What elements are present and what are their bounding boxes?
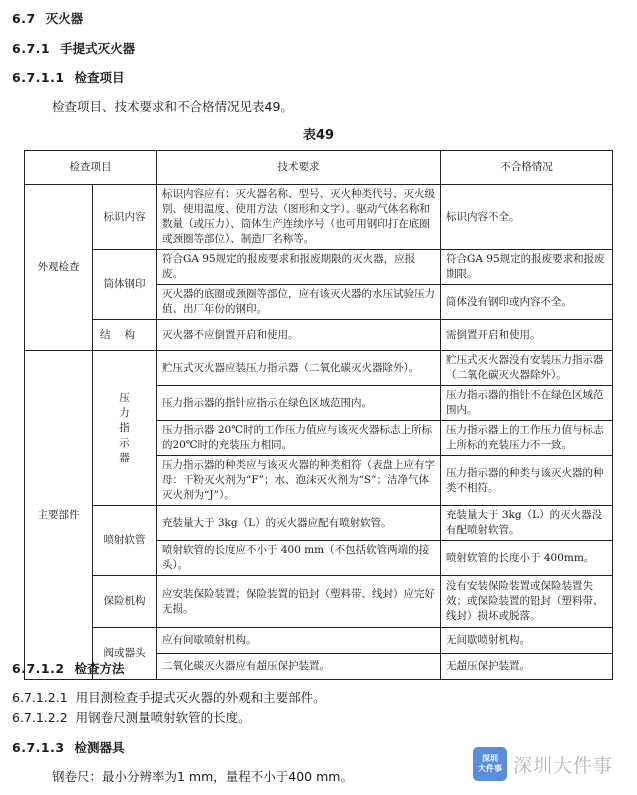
group-appearance-check: 外观检查 [25,185,93,351]
sub-safety-mechanism: 保险机构 [93,576,157,628]
section-title: 检测器具 [74,740,125,755]
table-row [25,628,613,654]
table-header-row [25,151,613,185]
sub-pressure-indicator: 压力指示器 [93,351,157,506]
fail-cell: 需倒置开启和使用。 [441,320,613,351]
intro-paragraph: 检查项目、技术要求和不合格情况见表49。 [52,99,293,114]
clause-text: 用钢卷尺测量喷射软管的长度。 [75,710,251,725]
watermark [473,747,613,781]
sub-cylinder-stamp: 筒体钢印 [93,250,157,320]
fail-cell: 筒体没有钢印或内容不全。 [441,285,613,320]
section-number: 6.7.1 [12,41,51,56]
table-row [25,250,613,285]
news-logo-icon: 深圳 大件事 [473,747,507,781]
section-title: 检查项目 [74,70,125,85]
fail-cell: 压力指示器的种类与该灭火器的种类不相符。 [441,456,613,506]
method-paragraph-2 [12,708,251,726]
fail-cell: 喷射软管的长度小于 400mm。 [441,541,613,576]
section-title: 检查方法 [74,661,125,676]
section-number: 6.7.1.2 [12,661,65,676]
header-inspection-item: 检查项目 [25,151,157,185]
fail-cell: 无超压保护装置。 [441,654,613,680]
fail-cell: 符合GA 95规定的报废要求和报废期限。 [441,250,613,285]
tool-paragraph: 钢卷尺：最小分辨率为1 mm，量程不小于400 mm。 [52,769,353,784]
requirement-cell: 灭火器不应倒置开启和使用。 [157,320,441,351]
section-number: 6.7.1.1 [12,70,65,85]
section-6-7-1-1-heading [12,68,125,86]
watermark-text: 深圳大件事 [513,754,614,777]
requirement-cell: 压力指示器 20℃时的工作压力值应与该灭火器标志上所标的20℃时的充装压力相同。 [157,421,441,456]
inspection-table [24,150,613,680]
header-technical-requirement: 技术要求 [157,151,441,185]
fail-cell: 贮压式灭火器没有安装压力指示器（二氧化碳灭火器除外）。 [441,351,613,386]
fail-cell: 无间歇喷射机构。 [441,628,613,654]
requirement-cell: 应安装保险装置；保险装置的铅封（塑料带、线封）应完好无损。 [157,576,441,628]
table-caption: 表49 [302,128,335,143]
method-paragraph-1 [12,688,326,706]
clause-number: 6.7.1.2.1 [12,690,68,705]
table-row [25,506,613,541]
header-nonconformity: 不合格情况 [441,151,613,185]
requirement-cell: 贮压式灭火器应装压力指示器（二氧化碳灭火器除外）。 [157,351,441,386]
section-number: 6.7 [12,11,36,26]
requirement-cell: 灭火器的底圈或颈圈等部位，应有该灭火器的水压试验压力值、出厂年份的钢印。 [157,285,441,320]
section-title: 灭火器 [45,11,84,26]
requirement-cell: 标识内容应有：灭火器名称、型号、灭火种类代号、灭火级别、使用温度、使用方法（图形和文字）、驱动气体名称和数量（或压力）、筒体生产连续序号（也可用钢印打在底圈或颈圈等部位）、制造厂名称等。 [157,185,441,250]
section-6-7-1-2-heading [12,659,125,677]
sub-label-content: 标识内容 [93,185,157,250]
requirement-cell: 二氧化碳灭火器应有超压保护装置。 [157,654,441,680]
section-6-7-heading [12,9,83,27]
table-row [25,320,613,351]
fail-cell: 没有安装保险装置或保险装置失效；或保险装置的铅封（塑料带、线封）损坏或脱落。 [441,576,613,628]
table-row [25,576,613,628]
clause-number: 6.7.1.2.2 [12,710,68,725]
sub-structure: 结构 [93,320,157,351]
fail-cell: 充装量大于 3kg（L）的灭火器没有配喷射软管。 [441,506,613,541]
requirement-cell: 喷射软管的长度应不小于 400 mm（不包括软管两端的接头）。 [157,541,441,576]
sub-discharge-hose: 喷射软管 [93,506,157,576]
sub-valve-or-head: 阀或器头 [93,628,157,680]
section-title: 手提式灭火器 [60,41,136,56]
requirement-cell: 压力指示器的种类应与该灭火器的种类相符（表盘上应有字母：干粉灭火剂为“F”；水、泡沫灭火剂为“S”；洁净气体灭火剂为“J”）。 [157,456,441,506]
requirement-cell: 符合GA 95规定的报废要求和报废期限的灭火器，应报废。 [157,250,441,285]
fail-cell: 压力指示器上的工作压力值与标志上所标的充装压力不一致。 [441,421,613,456]
table-row [25,185,613,250]
requirement-cell: 应有间歇喷射机构。 [157,628,441,654]
clause-text: 用目测检查手提式灭火器的外观和主要部件。 [75,690,326,705]
section-number: 6.7.1.3 [12,740,65,755]
section-6-7-1-3-heading [12,738,125,756]
requirement-cell: 压力指示器的指针应指示在绿色区域范围内。 [157,386,441,421]
fail-cell: 压力指示器的指针不在绿色区域范围内。 [441,386,613,421]
group-main-components: 主要部件 [25,351,93,680]
fail-cell: 标识内容不全。 [441,185,613,250]
requirement-cell: 充装量大于 3kg（L）的灭火器应配有喷射软管。 [157,506,441,541]
table-row [25,351,613,386]
section-6-7-1-heading [12,39,135,57]
